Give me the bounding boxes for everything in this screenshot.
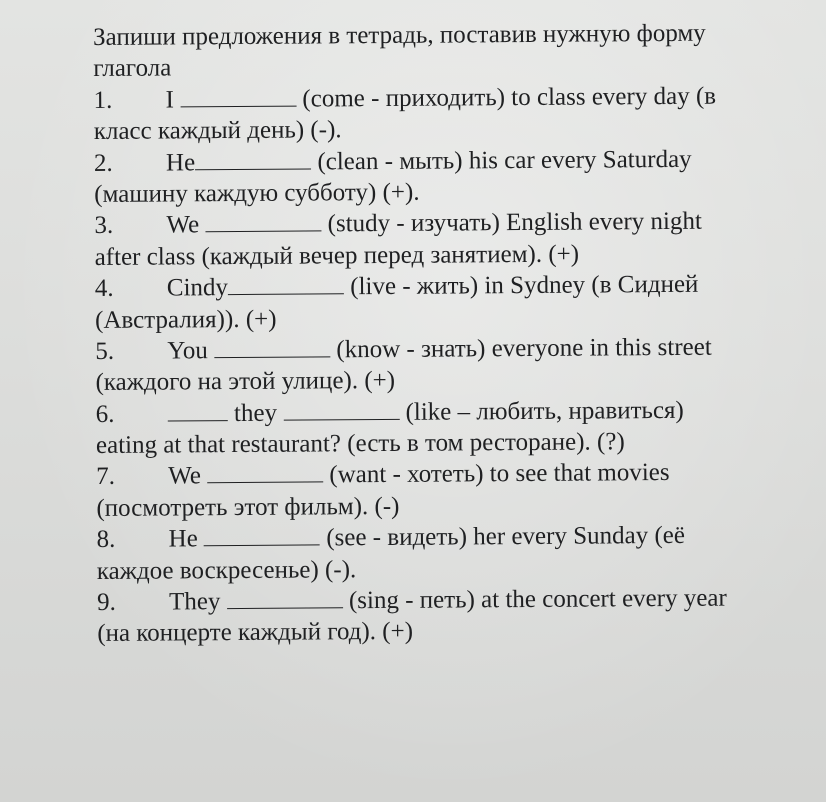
item-9-continuation: (на концерте каждый год). (+) <box>97 618 414 648</box>
item-subject: We <box>166 211 200 239</box>
item-number: 1. <box>93 86 113 114</box>
item-subject: I <box>165 86 174 114</box>
item-9 <box>97 582 797 618</box>
item-subject: Cindy <box>166 274 229 302</box>
item-text: (want - хотеть) to see that movies <box>329 459 670 489</box>
answer-blank <box>207 462 323 484</box>
item-subject: You <box>167 337 208 365</box>
answer-blank <box>283 399 399 421</box>
item-5-continuation: (каждого на этой улице). (+) <box>95 367 396 397</box>
item-text: (know - знать) everyone in this street <box>336 333 712 364</box>
item-3 <box>94 205 794 241</box>
item-number: 9. <box>96 588 116 617</box>
item-subject: they <box>233 399 278 427</box>
answer-blank <box>168 400 228 421</box>
item-8 <box>97 519 797 555</box>
item-5 <box>95 331 795 367</box>
answer-blank <box>195 148 311 170</box>
answer-blank <box>214 336 330 358</box>
answer-blank <box>204 525 320 547</box>
item-number: 3. <box>94 212 114 240</box>
item-text: (live - жить) in Sydney (в Сидней <box>350 270 699 301</box>
item-subject: He <box>165 148 196 177</box>
item-number: 8. <box>96 526 116 554</box>
item-subject: He <box>168 525 198 553</box>
instruction-line-1: Запиши предложения в тетрадь, поставив нужную форму <box>93 19 706 51</box>
item-text: (clean - мыть) his car every Saturday <box>317 145 692 175</box>
item-2-continuation: (машину каждую субботу) (+). <box>94 178 420 208</box>
item-subject: We <box>168 462 201 490</box>
item-number: 7. <box>96 463 116 491</box>
item-4 <box>95 268 795 304</box>
item-6 <box>96 394 796 430</box>
item-number: 2. <box>93 149 113 177</box>
item-4-continuation: (Австралия)). (+) <box>94 305 277 334</box>
answer-blank <box>180 85 296 107</box>
item-7 <box>96 457 796 493</box>
item-text: (come - приходить) to class every day (в <box>302 82 717 113</box>
item-8-continuation: каждое воскресенье) (-). <box>96 555 357 585</box>
instruction-line-2: глагола <box>93 54 172 83</box>
item-text: (sing - петь) at the concert every year <box>348 584 727 615</box>
item-text: (study - изучать) English every night <box>327 208 702 238</box>
item-number: 5. <box>95 337 115 365</box>
item-1 <box>93 80 793 116</box>
answer-blank <box>227 587 343 609</box>
item-subject: They <box>168 588 221 616</box>
exercise-text <box>93 17 797 650</box>
item-2 <box>94 143 794 179</box>
item-text: (like – любить, нравиться) <box>405 396 684 426</box>
answer-blank <box>228 273 344 295</box>
item-1-continuation: класс каждый день) (-). <box>93 116 342 146</box>
item-7-continuation: (посмотреть этот фильм). (-) <box>96 492 400 522</box>
item-text: (see - видеть) her every Sunday (её <box>326 522 686 552</box>
answer-blank <box>205 211 321 233</box>
item-number: 4. <box>94 274 114 303</box>
item-number: 6. <box>95 400 115 428</box>
item-6-continuation: eating at that restaurant? (есть в том ресторане). (?) <box>95 428 625 460</box>
item-3-continuation: after class (каждый вечер перед занятием). (+) <box>94 240 580 271</box>
